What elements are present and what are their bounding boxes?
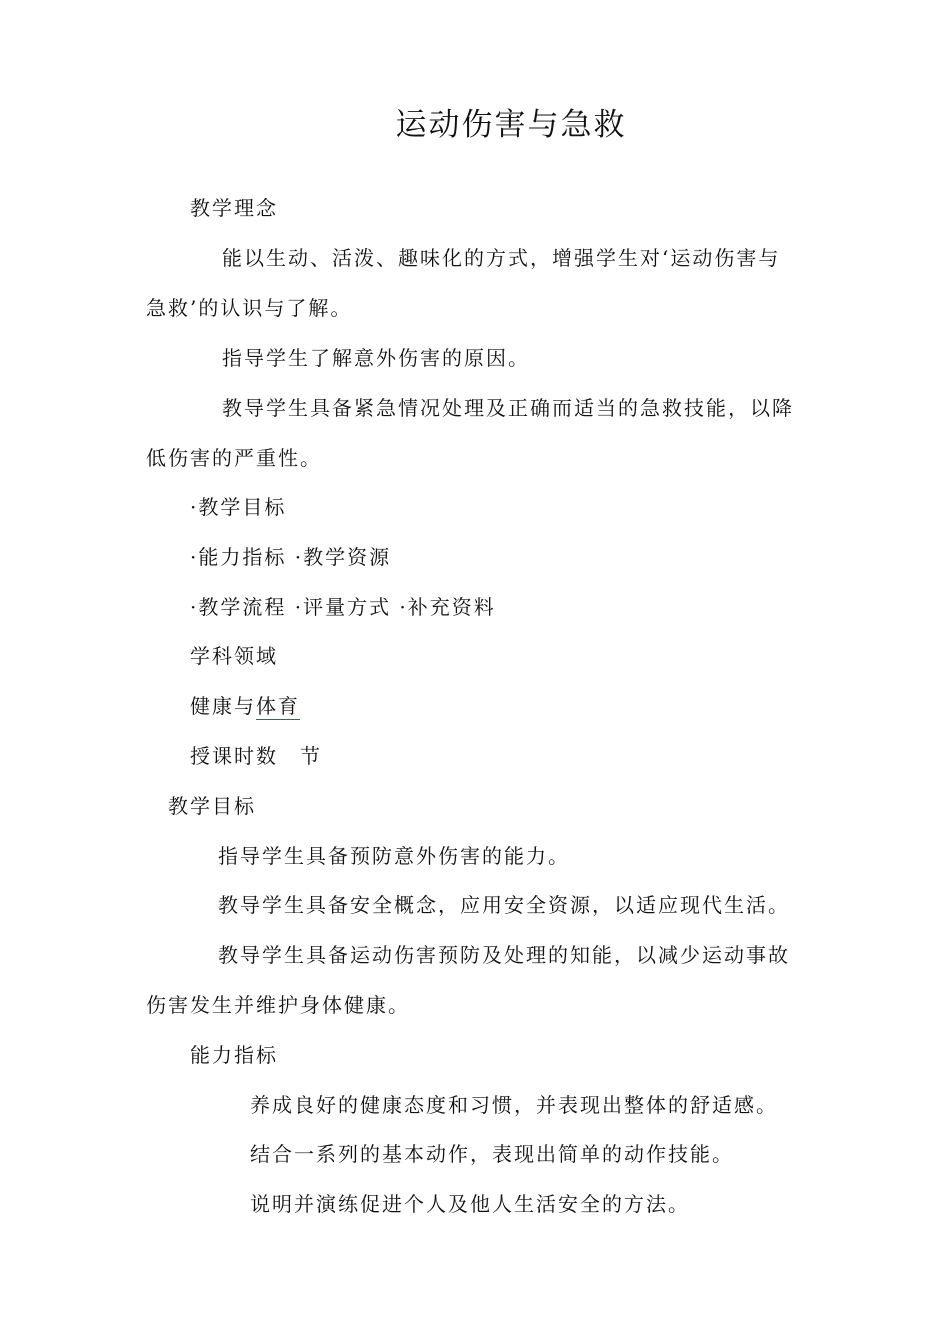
objectives-paragraph-3: 教导学生具备运动伤害预防及处理的知能，以减少运动事故	[218, 943, 790, 967]
objectives-heading: 教学目标	[168, 794, 256, 818]
objectives-paragraph-1: 指导学生具备预防意外伤害的能力。	[218, 844, 570, 868]
subject-heading: 学科领域	[190, 644, 278, 668]
teaching-concept-paragraph-1: 能以生动、活泼、趣味化的方式，增强学生对‘运动伤害与	[222, 246, 781, 270]
teaching-concept-paragraph-3-cont: 低伤害的严重性。	[146, 446, 322, 470]
teaching-concept-paragraph-3: 教导学生具备紧急情况处理及正确而适当的急救技能，以降	[222, 396, 794, 420]
toc-line-2: ·能力指标 ·教学资源	[190, 545, 392, 569]
toc-line-3: ·教学流程 ·评量方式 ·补充资料	[190, 595, 496, 619]
teaching-concept-paragraph-1-cont: 急救’的认识与了解。	[146, 296, 353, 320]
ability-heading: 能力指标	[190, 1043, 278, 1067]
ability-paragraph-1: 养成良好的健康态度和习惯，并表现出整体的舒适感。	[250, 1093, 778, 1117]
subject-value-underlined: 体育	[256, 694, 300, 718]
teaching-concept-paragraph-2: 指导学生了解意外伤害的原因。	[222, 346, 530, 370]
teaching-hours: 授课时数 节	[190, 744, 322, 768]
toc-line-1: ·教学目标	[190, 495, 287, 519]
objectives-paragraph-3-cont: 伤害发生并维护身体健康。	[146, 993, 410, 1017]
subject-value-prefix: 健康与	[190, 694, 256, 718]
objectives-paragraph-2: 教导学生具备安全概念，应用安全资源，以适应现代生活。	[218, 893, 790, 917]
teaching-concept-heading: 教学理念	[190, 196, 278, 220]
ability-paragraph-3: 说明并演练促进个人及他人生活安全的方法。	[250, 1192, 690, 1216]
page-title: 运动伤害与急救	[395, 107, 627, 143]
subject-value	[190, 691, 300, 721]
ability-paragraph-2: 结合一系列的基本动作，表现出简单的动作技能。	[250, 1142, 734, 1166]
